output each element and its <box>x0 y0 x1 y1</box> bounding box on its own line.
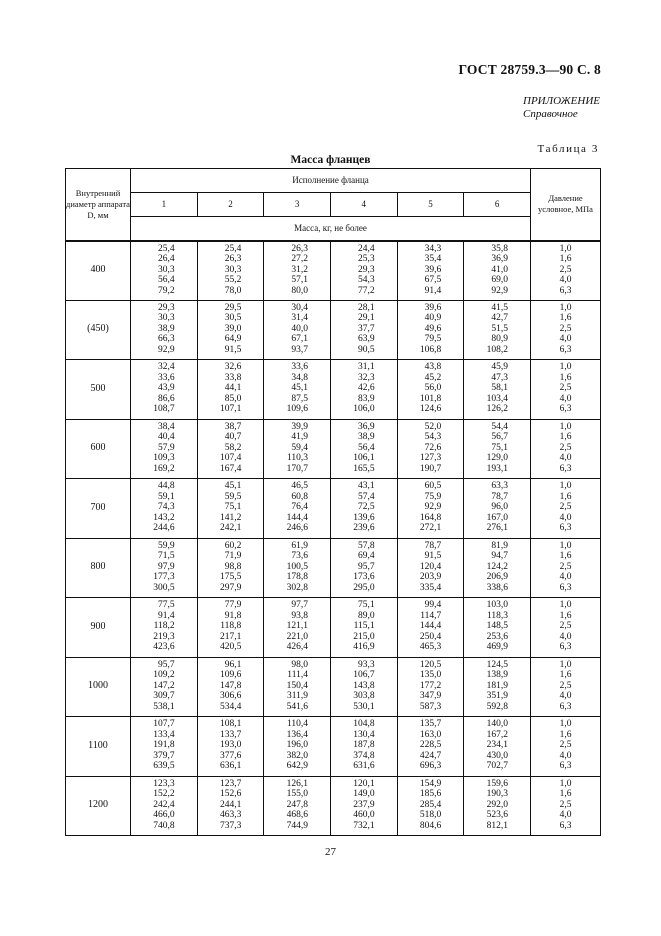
mass-cell: 108,1 133,7 193,0 377,6 636,1 <box>197 717 264 777</box>
inner-diameter-header: Внутренний диаметр аппарата D, мм <box>66 169 131 241</box>
table-title: Масса фланцев <box>290 154 371 166</box>
mass-cell: 60,2 71,9 98,8 175,5 297,9 <box>197 538 264 598</box>
pressure-cell: 1,0 1,6 2,5 4,0 6,3 <box>531 717 601 777</box>
execution-number: 6 <box>464 193 531 217</box>
mass-cell: 75,1 89,0 115,1 215,0 416,9 <box>330 598 397 658</box>
mass-cell: 77,5 91,4 118,2 219,3 423,6 <box>131 598 198 658</box>
table-row <box>66 479 601 539</box>
pressure-cell: 1,0 1,6 2,5 4,0 6,3 <box>531 300 601 360</box>
mass-cell: 107,7 133,4 191,8 379,7 639,5 <box>131 717 198 777</box>
diameter-cell: 500 <box>66 360 131 420</box>
flange-mass-table <box>65 168 601 836</box>
mass-cell: 25,4 26,4 30,3 56,4 79,2 <box>131 241 198 301</box>
mass-cell: 104,8 130,4 187,8 374,8 631,6 <box>330 717 397 777</box>
mass-cell: 126,1 155,0 247,8 468,6 744,9 <box>264 776 331 836</box>
execution-number: 5 <box>397 193 464 217</box>
appendix-title: ПРИЛОЖЕНИЕ <box>523 95 600 107</box>
execution-number: 3 <box>264 193 331 217</box>
mass-cell: 45,1 59,5 75,1 141,2 242,1 <box>197 479 264 539</box>
mass-cell: 25,4 26,3 30,3 55,2 78,0 <box>197 241 264 301</box>
mass-cell: 28,1 29,1 37,7 63,9 90,5 <box>330 300 397 360</box>
mass-cell: 120,1 149,0 237,9 460,0 732,1 <box>330 776 397 836</box>
mass-cell: 77,9 91,8 118,8 217,1 420,5 <box>197 598 264 658</box>
mass-cell: 97,7 93,8 121,1 221,0 426,4 <box>264 598 331 658</box>
mass-cell: 36,9 38,9 56,4 106,1 165,5 <box>330 419 397 479</box>
mass-cell: 93,3 106,7 143,8 303,8 530,1 <box>330 657 397 717</box>
mass-cell: 99,4 114,7 144,4 250,4 465,3 <box>397 598 464 658</box>
diameter-cell: 900 <box>66 598 131 658</box>
document-header: ГОСТ 28759.3—90 С. 8 <box>458 62 601 77</box>
mass-cell: 95,7 109,2 147,2 309,7 538,1 <box>131 657 198 717</box>
mass-cell: 135,7 163,0 228,5 424,7 696,3 <box>397 717 464 777</box>
pressure-cell: 1,0 1,6 2,5 4,0 6,3 <box>531 479 601 539</box>
mass-cell: 44,8 59,1 74,3 143,2 244,6 <box>131 479 198 539</box>
mass-cell: 123,3 152,2 242,4 466,0 740,8 <box>131 776 198 836</box>
execution-number: 2 <box>197 193 264 217</box>
mass-cell: 159,6 190,3 292,0 523,6 812,1 <box>464 776 531 836</box>
mass-cell: 31,1 32,3 42,6 83,9 106,0 <box>330 360 397 420</box>
pressure-cell: 1,0 1,6 2,5 4,0 6,3 <box>531 241 601 301</box>
mass-cell: 103,0 118,3 148,5 253,6 469,9 <box>464 598 531 658</box>
execution-header: Исполнение фланца <box>131 169 531 193</box>
mass-cell: 154,9 185,6 285,4 518,0 804,6 <box>397 776 464 836</box>
mass-cell: 38,7 40,7 58,2 107,4 167,4 <box>197 419 264 479</box>
mass-cell: 45,9 47,3 58,1 103,4 126,2 <box>464 360 531 420</box>
mass-cell: 41,5 42,7 51,5 80,9 108,2 <box>464 300 531 360</box>
table-row <box>66 657 601 717</box>
pressure-cell: 1,0 1,6 2,5 4,0 6,3 <box>531 657 601 717</box>
mass-cell: 29,5 30,5 39,0 64,9 91,5 <box>197 300 264 360</box>
mass-cell: 32,6 33,8 44,1 85,0 107,1 <box>197 360 264 420</box>
diameter-cell: 400 <box>66 241 131 301</box>
table-row <box>66 538 601 598</box>
mass-cell: 43,1 57,4 72,5 139,6 239,6 <box>330 479 397 539</box>
pressure-cell: 1,0 1,6 2,5 4,0 6,3 <box>531 776 601 836</box>
mass-cell: 123,7 152,6 244,1 463,3 737,3 <box>197 776 264 836</box>
appendix-label <box>523 95 600 120</box>
mass-cell: 96,1 109,6 147,8 306,6 534,4 <box>197 657 264 717</box>
diameter-cell: 700 <box>66 479 131 539</box>
table-row <box>66 300 601 360</box>
diameter-cell: 1200 <box>66 776 131 836</box>
mass-cell: 39,6 40,9 49,6 79,5 106,8 <box>397 300 464 360</box>
page-number: 27 <box>325 846 336 858</box>
mass-cell: 29,3 30,3 38,9 66,3 92,9 <box>131 300 198 360</box>
pressure-cell: 1,0 1,6 2,5 4,0 6,3 <box>531 598 601 658</box>
mass-cell: 32,4 33,6 43,9 86,6 108,7 <box>131 360 198 420</box>
table-row <box>66 598 601 658</box>
pressure-cell: 1,0 1,6 2,5 4,0 6,3 <box>531 360 601 420</box>
mass-cell: 98,0 111,4 150,4 311,9 541,6 <box>264 657 331 717</box>
mass-cell: 35,8 36,9 41,0 69,0 92,9 <box>464 241 531 301</box>
mass-cell: 124,5 138,9 181,9 351,9 592,8 <box>464 657 531 717</box>
pressure-header: Давление условное, МПа <box>531 169 601 241</box>
diameter-cell: (450) <box>66 300 131 360</box>
mass-cell: 59,9 71,5 97,9 177,3 300,5 <box>131 538 198 598</box>
mass-cell: 140,0 167,2 234,1 430,0 702,7 <box>464 717 531 777</box>
mass-cell: 54,4 56,7 75,1 129,0 193,1 <box>464 419 531 479</box>
diameter-cell: 600 <box>66 419 131 479</box>
diameter-cell: 1100 <box>66 717 131 777</box>
pressure-cell: 1,0 1,6 2,5 4,0 6,3 <box>531 419 601 479</box>
mass-cell: 120,5 135,0 177,2 347,9 587,3 <box>397 657 464 717</box>
table-row <box>66 717 601 777</box>
execution-number: 4 <box>330 193 397 217</box>
diameter-cell: 1000 <box>66 657 131 717</box>
execution-number: 1 <box>131 193 198 217</box>
mass-cell: 78,7 91,5 120,4 203,9 335,4 <box>397 538 464 598</box>
table-number: Таблица 3 <box>537 143 599 155</box>
mass-cell: 63,3 78,7 96,0 167,0 276,1 <box>464 479 531 539</box>
mass-cell: 39,9 41,9 59,4 110,3 170,7 <box>264 419 331 479</box>
table-row <box>66 776 601 836</box>
pressure-cell: 1,0 1,6 2,5 4,0 6,3 <box>531 538 601 598</box>
mass-cell: 52,0 54,3 72,6 127,3 190,7 <box>397 419 464 479</box>
mass-cell: 57,8 69,4 95,7 173,6 295,0 <box>330 538 397 598</box>
mass-header: Масса, кг, не более <box>131 217 531 241</box>
mass-cell: 110,4 136,4 196,0 382,0 642,9 <box>264 717 331 777</box>
table-row <box>66 360 601 420</box>
table-row <box>66 419 601 479</box>
mass-cell: 24,4 25,3 29,3 54,3 77,2 <box>330 241 397 301</box>
mass-cell: 81,9 94,7 124,2 206,9 338,6 <box>464 538 531 598</box>
mass-cell: 38,4 40,4 57,9 109,3 169,2 <box>131 419 198 479</box>
mass-cell: 61,9 73,6 100,5 178,8 302,8 <box>264 538 331 598</box>
appendix-subtitle: Справочное <box>523 107 578 120</box>
mass-cell: 34,3 35,4 39,6 67,5 91,4 <box>397 241 464 301</box>
mass-cell: 46,5 60,8 76,4 144,4 246,6 <box>264 479 331 539</box>
mass-cell: 60,5 75,9 92,9 164,8 272,1 <box>397 479 464 539</box>
mass-cell: 43,8 45,2 56,0 101,8 124,6 <box>397 360 464 420</box>
mass-cell: 30,4 31,4 40,0 67,1 93,7 <box>264 300 331 360</box>
mass-cell: 33,6 34,8 45,1 87,5 109,6 <box>264 360 331 420</box>
diameter-cell: 800 <box>66 538 131 598</box>
table-row <box>66 241 601 301</box>
mass-cell: 26,3 27,2 31,2 57,1 80,0 <box>264 241 331 301</box>
